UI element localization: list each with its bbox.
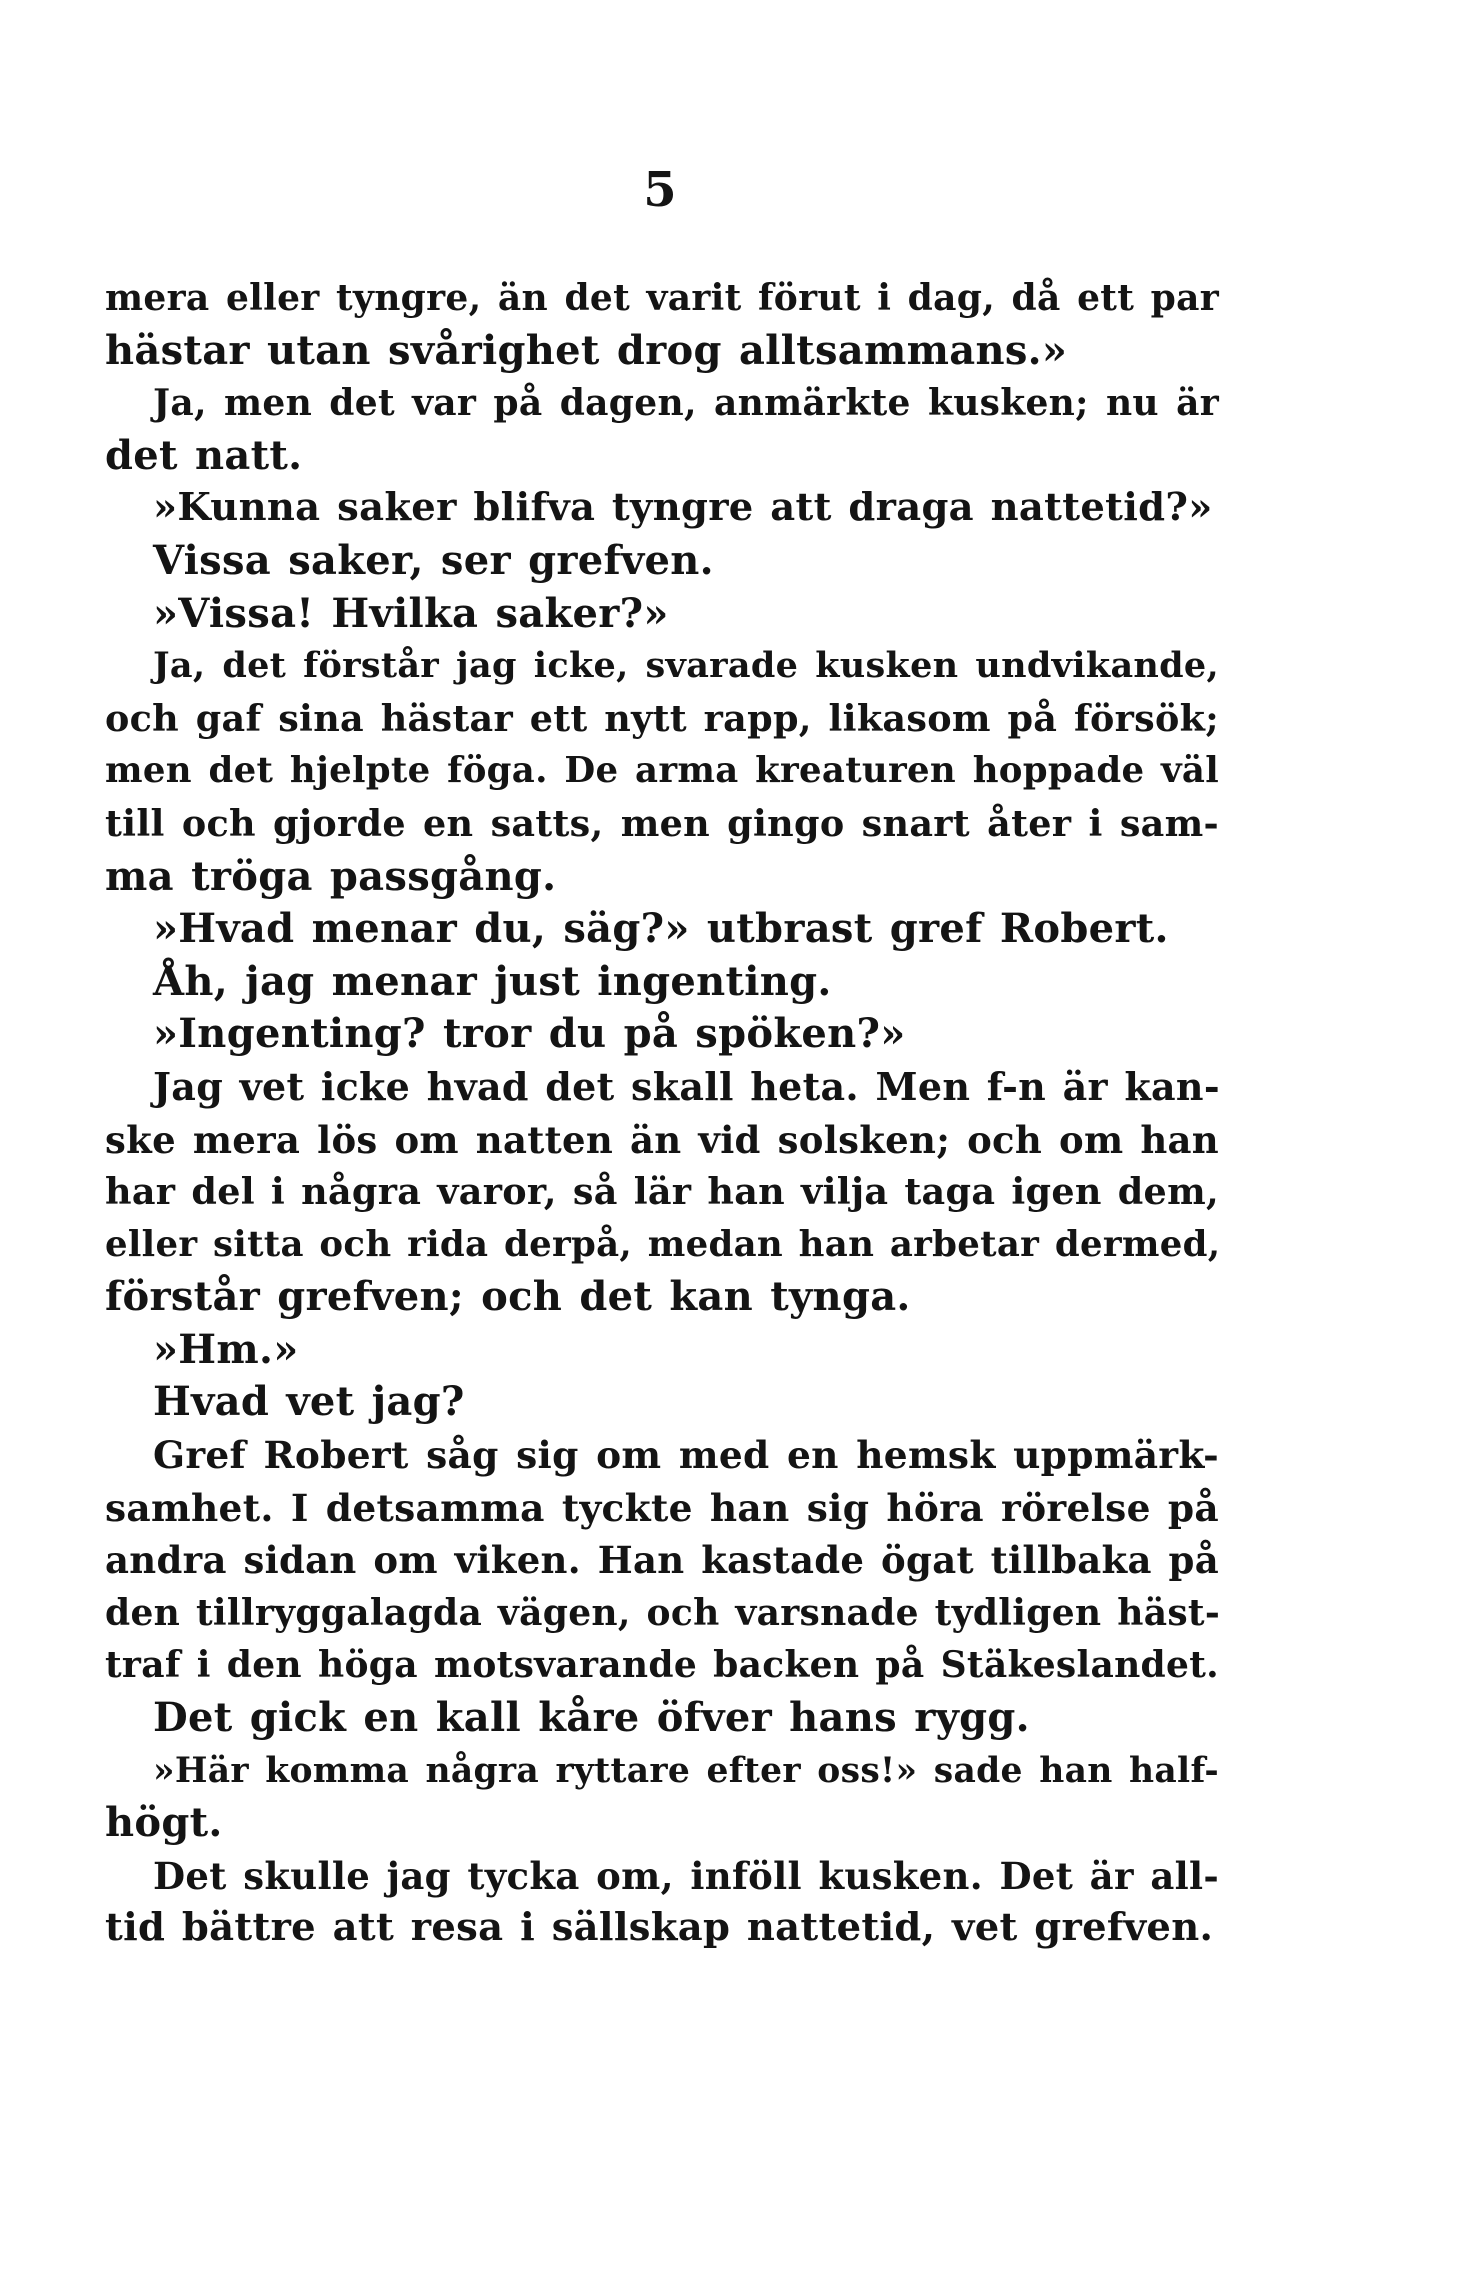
text-line: Åh, jag menar just ingenting. (153, 957, 832, 1005)
text-line: tid bättre att resa i sällskap nattetid, vet grefven. (105, 1905, 1214, 1951)
text-line: samhet. I detsamma tyckte han sig höra rörelse på (105, 1485, 1219, 1530)
text-line: hästar utan svårighet drog alltsammans.» (105, 326, 1068, 374)
text-line: »Hm.» (153, 1325, 299, 1373)
text-line: Jag vet icke hvad det skall heta. Men f-n är kan- (153, 1063, 1220, 1109)
text-line: eller sitta och rida derpå, medan han arbetar dermed, (105, 1223, 1221, 1265)
text-line: och gaf sina hästar ett nytt rapp, likasom på försök; (105, 696, 1219, 740)
text-line: ske mera lös om natten än vid solsken; och om han (105, 1117, 1219, 1162)
text-line: Det skulle jag tycka om, inföll kusken. Det är all- (153, 1853, 1219, 1898)
text-line: »Ingenting? tror du på spöken?» (153, 1010, 906, 1058)
text-line: förstår grefven; och det kan tynga. (105, 1273, 911, 1321)
text-line: högt. (105, 1799, 223, 1847)
text-line: Vissa saker, ser grefven. (153, 536, 714, 584)
text-line: »Vissa! Hvilka saker?» (153, 589, 669, 637)
text-line: mera eller tyngre, än det varit förut i dag, då ett par (105, 277, 1219, 319)
text-line: har del i några varor, så lär han vilja taga igen dem, (105, 1170, 1219, 1214)
text-line: det natt. (105, 431, 303, 479)
body-text (105, 272, 1219, 1955)
text-line: Gref Robert såg sig om med en hemsk uppmärk- (153, 1433, 1219, 1478)
text-line: »Här komma några ryttare efter oss!» sade han half- (153, 1750, 1219, 1791)
text-line: traf i den höga motsvarande backen på Stäkeslandet. (105, 1644, 1219, 1687)
text-line: men det hjelpte föga. De arma kreaturen hoppade väl (105, 750, 1219, 792)
text-line: »Kunna saker blifva tyngre att draga nattetid?» (153, 485, 1213, 531)
text-line: den tillryggalagda vägen, och varsnade tydligen häst- (105, 1591, 1221, 1634)
page-number: 5 (643, 162, 677, 218)
text-line: Hvad vet jag? (153, 1378, 465, 1426)
text-line: Ja, men det var på dagen, anmärkte kusken; nu är (153, 382, 1219, 425)
text-line: andra sidan om viken. Han kastade ögat tillbaka på (105, 1538, 1219, 1583)
text-line: »Hvad menar du, säg?» utbrast gref Robert. (153, 905, 1169, 953)
text-line: ma tröga passgång. (105, 852, 557, 900)
text-line: Det gick en kall kåre öfver hans rygg. (153, 1694, 1030, 1742)
text-line: till och gjorde en satts, men gingo snart åter i sam- (105, 801, 1219, 845)
text-line: Ja, det förstår jag icke, svarade kusken undvikande, (153, 645, 1219, 687)
